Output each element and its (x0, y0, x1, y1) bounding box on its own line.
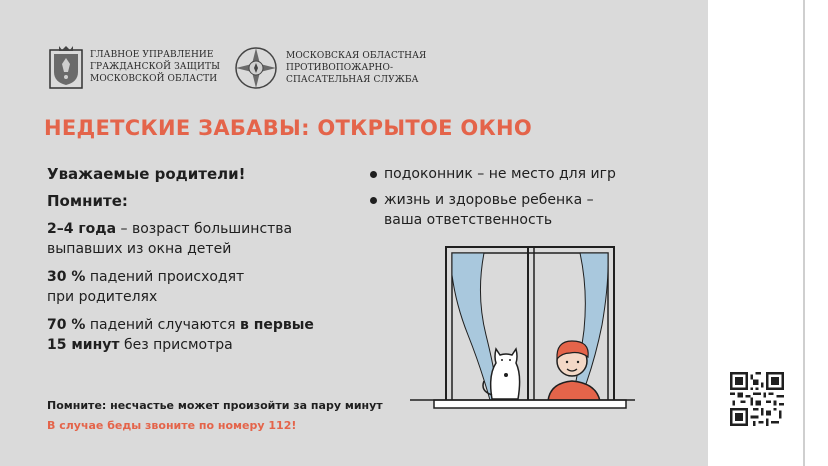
fire-rescue-service-emblem-icon (232, 44, 280, 92)
list-item: жизнь и здоровье ребенка – ваша ответственность (370, 190, 616, 230)
facts-column (47, 164, 347, 355)
organization-civil-defense (48, 44, 220, 90)
organization-fire-rescue (232, 44, 426, 92)
footer-note: Помните: несчастье может произойти за пару минут (47, 399, 383, 412)
fact-item: 2–4 года – возраст большинства выпавших из окна детей (47, 221, 293, 257)
greeting: Уважаемые родители! (47, 165, 246, 183)
footer (47, 396, 383, 436)
moscow-region-coat-of-arms-icon (48, 44, 84, 90)
fact-item: 70 % падений случаются в первые 15 минут без присмотра (47, 317, 314, 353)
footer-call: В случае беды звоните по номеру 112! (47, 419, 297, 432)
organization-name: МОСКОВСКАЯ ОБЛАСТНАЯ ПРОТИВОПОЖАРНО- СПАСАТЕЛЬНАЯ СЛУЖБА (286, 51, 427, 85)
open-window-child-cat-illustration (410, 235, 635, 415)
remember-heading: Помните: (47, 192, 128, 210)
advice-list (370, 164, 616, 236)
divider (803, 0, 805, 466)
organization-name: ГЛАВНОЕ УПРАВЛЕНИЕ ГРАЖДАНСКОЙ ЗАЩИТЫ МОСКОВСКОЙ ОБЛАСТИ (90, 50, 221, 84)
qr-code-icon[interactable] (730, 372, 784, 426)
list-item: подоконник – не место для игр (370, 164, 616, 184)
fact-item: 30 % падений происходят при родителях (47, 269, 245, 305)
page-title: НЕДЕТСКИЕ ЗАБАВЫ: ОТКРЫТОЕ ОКНО (44, 116, 533, 140)
